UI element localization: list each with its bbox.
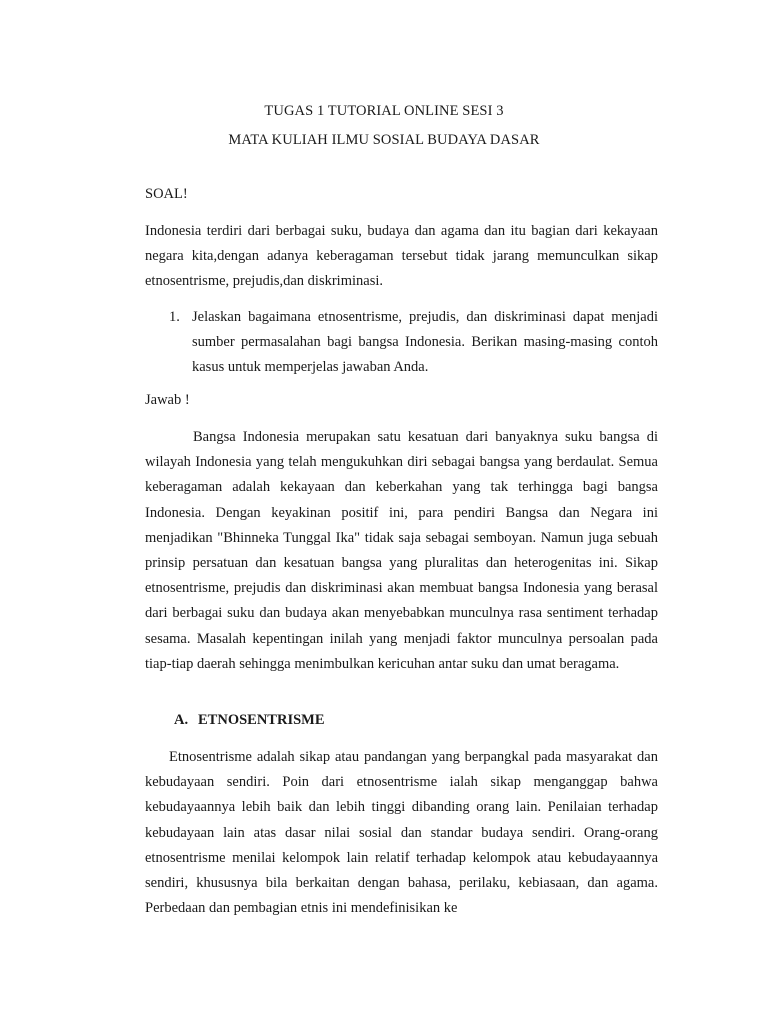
- question-item: [145, 305, 658, 380]
- document-title-line1: TUGAS 1 TUTORIAL ONLINE SESI 3: [264, 103, 504, 119]
- section-a-title: ETNOSENTRISME: [198, 712, 325, 728]
- section-a-letter: A.: [174, 712, 189, 728]
- section-a-heading: [174, 712, 325, 729]
- answer-paragraph: Bangsa Indonesia merupakan satu kesatuan dari banyaknya suku bangsa di wilayah Indonesia yang telah mengukuhkan diri sebagai bangsa yang berdaulat. Semua keberagaman adalah kekayaan dan keberkahan yang tak terhingga bagi bangsa Indonesia. Dengan keyakinan positif ini, para pendiri Bangsa dan Negara ini menjadikan "Bhinneka Tunggal Ika" tidak saja sebagai semboyan. Namun juga sebuah prinsip persatuan dan kesatuan bangsa yang pluralitas dan heterogenitas ini. Sikap etnosentrisme, prejudis dan diskriminasi akan membuat bangsa Indonesia yang berasal dari berbagai suku dan budaya akan menyebabkan munculnya rasa sentiment terhadap sesama. Masalah kepentingan inilah yang menjadi faktor munculnya persoalan pada tiap-tiap daerah sehingga menimbulkan kericuhan antar suku dan umat beragama.: [145, 429, 658, 672]
- soal-label: SOAL!: [145, 186, 188, 202]
- question-text: Jelaskan bagaimana etnosentrisme, prejudis, dan diskriminasi dapat menjadi sumber permasalahan bagi bangsa Indonesia. Berikan masing-masing contoh kasus untuk memperjelas jawaban Anda.: [192, 309, 658, 375]
- jawab-label: Jawab !: [145, 392, 190, 408]
- intro-paragraph: Indonesia terdiri dari berbagai suku, budaya dan agama dan itu bagian dari kekayaan negara kita,dengan adanya keberagaman tersebut tidak jarang memunculkan sikap etnosentrisme, prejudis,dan diskriminasi.: [145, 223, 658, 289]
- section-a-paragraph: Etnosentrisme adalah sikap atau pandangan yang berpangkal pada masyarakat dan kebudayaan sendiri. Poin dari etnosentrisme ialah sikap menganggap bahwa kebudayaannya lebih baik dan lebih tinggi dibanding orang lain. Penilaian terhadap kebudayaan lain atas dasar nilai sosial dan standar budaya sendiri. Orang-orang etnosentrisme menilai kelompok lain relatif terhadap kelompok atau kebudayaannya sendiri, khususnya bila berkaitan dengan bahasa, perilaku, kebiasaan, dan agama. Perbedaan dan pembagian etnis ini mendefinisikan ke: [145, 749, 658, 917]
- question-list: [145, 305, 658, 380]
- question-number: 1.: [169, 309, 180, 325]
- document-title-line2: MATA KULIAH ILMU SOSIAL BUDAYA DASAR: [228, 132, 540, 148]
